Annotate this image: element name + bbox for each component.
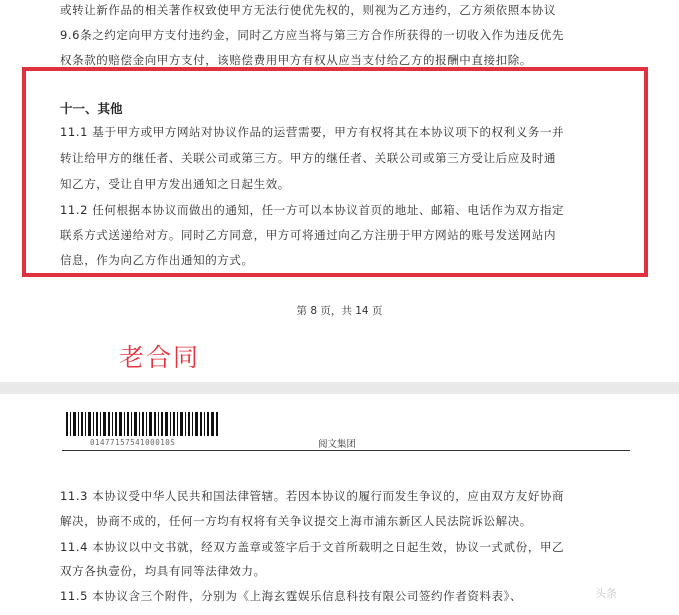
- page-separator: [0, 382, 679, 394]
- clause-line: 信息，作为向乙方作出通知的方式。: [60, 253, 254, 267]
- text-line: 权条款的赔偿金向甲方支付，该赔偿费用甲方有权从应当支付给乙方的报酬中直接扣除。: [60, 53, 532, 67]
- annotation-label: 老合同: [119, 343, 201, 372]
- section-title: 十一、其他: [60, 101, 123, 116]
- clause-line: 11.1 基于甲方或甲方网站对协议作品的运营需要，甲方有权将其在本协议项下的权利义务一并: [60, 125, 565, 139]
- company-name: 阅文集团: [318, 439, 357, 450]
- clause-line: 双方各执壹份，均具有同等法律效力。: [60, 564, 266, 578]
- text-line: 9.6条之约定向甲方支付违约金，同时乙方应当将与第三方合作所获得的一切收入作为违反优先: [60, 28, 565, 42]
- clause-line: 解决，协商不成的，任何一方均有权将有关争议提交上海市浦东新区人民法院诉讼解决。: [60, 514, 532, 528]
- clause-line: 转让给甲方的继任者、关联公司或第三方。甲方的继任者、关联公司或第三方受让后应及时通: [60, 151, 557, 165]
- watermark: 头条: [595, 587, 617, 600]
- page-footer: 第 8 页，共 14 页: [296, 305, 383, 317]
- clause-line: 11.5 本协议含三个附件，分别为《上海玄霆娱乐信息科技有限公司签约作者资料表》、: [60, 589, 523, 603]
- clause-line: 11.2 任何根据本协议而做出的通知，任一方可以本协议首页的地址、邮箱、电话作为双方指定: [60, 203, 565, 217]
- header-rule: [62, 450, 630, 451]
- text-line: 或转让新作品的相关著作权致使甲方无法行使优先权的，则视为乙方违约，乙方须依照本协议: [60, 3, 557, 17]
- barcode-number: 0147715754100010S: [90, 438, 176, 447]
- clause-line: 知乙方，受让自甲方发出通知之日起生效。: [60, 177, 290, 191]
- clause-line: 联系方式送递给对方。同时乙方同意，甲方可将通过向乙方注册于甲方网站的账号发送网站内: [60, 228, 557, 242]
- clause-line: 11.4 本协议以中文书就，经双方盖章或签字后于文首所载明之日起生效，协议一式贰份，甲乙: [60, 540, 565, 554]
- clause-line: 11.3 本协议受中华人民共和国法律管辖。若因本协议的履行而发生争议的，应由双方友好协商: [60, 489, 565, 503]
